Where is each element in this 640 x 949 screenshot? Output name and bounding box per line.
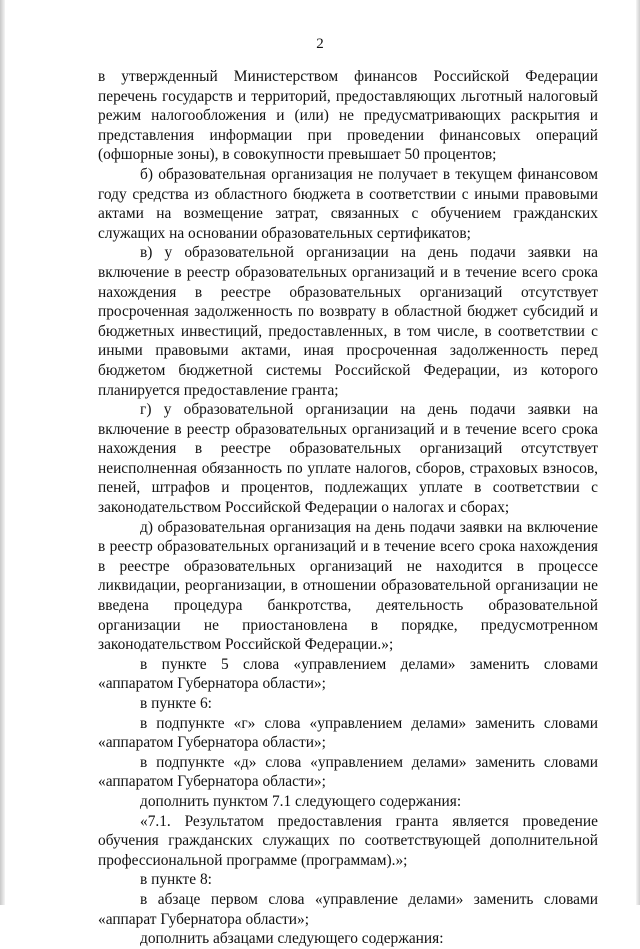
paragraph-add-7-1: дополнить пунктом 7.1 следующего содержания: <box>140 792 462 810</box>
paragraph-v: в) у образовательной организации на день подачи заявки на включение в реестр образовательных организаций и в течение всего срока нахождения в реестре образовательных организаций отсутствует просроченная задолженность по возврату в областной бюджет субсидий и бюджетных инвестиций, предоставленных, в том числе, в соответствии с иными правовыми актами, иная просроченная задолженность перед бюджетом бюджетной системы Российской Федерации, из которого планируется предоставление гранта; <box>98 244 598 399</box>
paragraph-subitem-d: в подпункте «д» слова «управлением делами» заменить словами «аппаратом Губернатора области»; <box>98 753 598 791</box>
page-number: 2 <box>316 36 324 52</box>
paragraph-d: д) образовательная организация на день подачи заявки на включение в реестр образовательных организаций и в течение всего срока нахождения в реестре образовательных организаций не находится в процессе ликвидации, реорганизации, в отношении образовательной организации не введена процедура банкротства, деятельность образовательной организации не приостановлена в порядке, предусмотренном законодательством Российской Федерации.»; <box>98 518 598 654</box>
paragraph-g: г) у образовательной организации на день подачи заявки на включение в реестр образовательных организаций и в течение всего срока нахождения в реестре образовательных организаций отсутствует неисполненная обязанность по уплате налогов, сборов, страховых взносов, пеней, штрафов и процентов, подлежащих уплате в соответствии с законодательством Российской Федерации о налогах и сборах; <box>98 401 598 517</box>
scan-edge-left <box>0 0 5 905</box>
paragraph-b: б) образовательная организация не получает в текущем финансовом году средства из областного бюджета в соответствии с иными правовыми актами на возмещение затрат, связанных с обучением гражданских служащих на основании образовательных сертификатов; <box>98 165 598 242</box>
paragraph-subitem-g: в подпункте «г» слова «управлением делами» заменить словами «аппаратом Губернатора области»; <box>98 714 598 752</box>
paragraph-7-1-text: «7.1. Результатом предоставления гранта является проведение обучения гражданских служащих по соответствующей дополнительной профессиональной программе (программам).»; <box>98 812 598 869</box>
document-body <box>98 67 598 949</box>
paragraph-item-5: в пункте 5 слова «управлением делами» заменить словами «аппаратом Губернатора области»; <box>98 655 598 693</box>
paragraph-continuation: в утвержденный Министерством финансов Российской Федерации перечень государств и территорий, предоставляющих льготный налоговый режим налогообложения и (или) не предусматривающих раскрытия и представления информации при проведении финансовых операций (офшорные зоны), в совокупности превышает 50 процентов; <box>98 68 598 164</box>
scan-edge-right <box>636 0 640 905</box>
paragraph-add-abzatsy: дополнить абзацами следующего содержания: <box>140 930 444 948</box>
paragraph-item-8: в пункте 8: <box>140 871 212 889</box>
paragraph-item-6: в пункте 6: <box>140 695 212 712</box>
paragraph-first-abzats: в абзаце первом слова «управление делами» заменить словами «аппарат Губернатора области»; <box>98 890 598 928</box>
